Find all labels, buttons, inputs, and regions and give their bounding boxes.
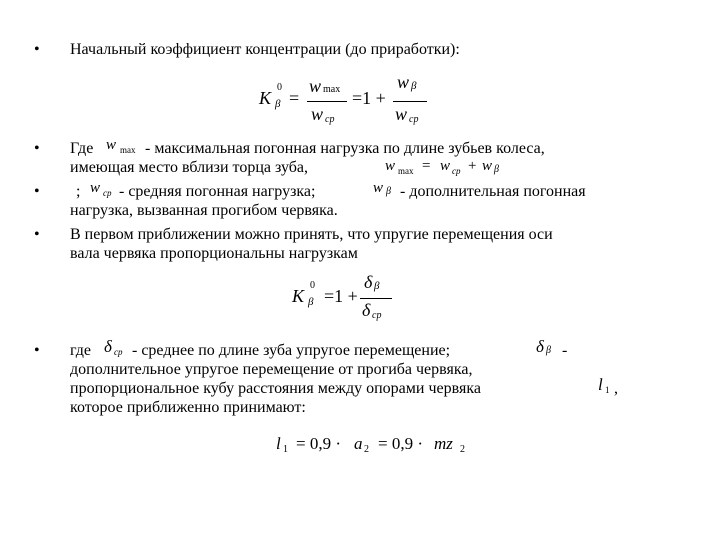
- approximation-text-cont: вала червяка пропорциональны нагрузкам: [70, 245, 358, 262]
- w-cp-denominator-2: w: [395, 104, 408, 124]
- formula-k-deflection: [290, 272, 410, 328]
- w-max-eq-sub: max: [398, 166, 414, 176]
- mz-symbol: mz: [434, 434, 453, 453]
- l1-inline-comma: ,: [614, 380, 618, 397]
- approximation-text: В первом приближении можно принять, что упругие перемещения оси: [70, 226, 553, 243]
- approx-accepted-text: которое приближенно принимают:: [70, 399, 306, 416]
- w-beta-inline: w: [373, 180, 384, 196]
- l1-inline: l: [598, 375, 603, 394]
- inline-eq-sign: =: [422, 158, 431, 174]
- cp-subscript-1: cp: [325, 114, 335, 125]
- w-max-description: - максимальная погонная нагрузка по длине зубьев колеса,: [145, 140, 545, 157]
- where-label-2: где: [70, 342, 92, 359]
- delta-cp-sub: cp: [372, 310, 382, 321]
- fraction-bar-2: [393, 101, 427, 102]
- bullet-1: •: [34, 41, 40, 58]
- delta-beta-inline-sub: β: [546, 345, 551, 356]
- a-sub: 2: [364, 444, 369, 455]
- w-max-inline: w: [106, 137, 117, 153]
- delta-beta-description: дополнительное упругое перемещение от прогиба червяка,: [70, 361, 473, 378]
- fraction-bar-1: [307, 101, 347, 102]
- l1-eq-factor-1: = 0,9 ·: [296, 434, 341, 453]
- intro-text: Начальный коэффициент концентрации (до приработки):: [70, 41, 460, 58]
- w-cp-eq-w: w: [440, 158, 451, 174]
- semicolon-lead: ;: [76, 183, 81, 200]
- beta-subscript-1: β: [411, 80, 417, 92]
- max-inline-sub: max: [120, 145, 136, 155]
- delta-beta-dash: -: [562, 342, 568, 359]
- k2-sub-beta: β: [308, 296, 314, 308]
- a-symbol: a: [354, 434, 363, 453]
- where-label: Где: [70, 140, 94, 157]
- k-symbol: K: [259, 88, 272, 108]
- bullet-3: •: [34, 183, 40, 200]
- delta-cp-description: - среднее по длине зуба упругое перемещение;: [132, 342, 451, 359]
- l1-eq-factor-2: = 0,9 ·: [378, 434, 423, 453]
- fraction-bar-3: [360, 298, 392, 299]
- delta-beta-inline: δ: [536, 337, 544, 356]
- w-cp-inline: w: [90, 180, 101, 196]
- bullet-5: •: [34, 342, 40, 359]
- delta-beta-sub: β: [374, 280, 380, 292]
- cp-subscript-2: cp: [409, 114, 419, 125]
- l1-sub: 1: [283, 444, 288, 455]
- w-max-numerator: w: [309, 76, 322, 96]
- l1-symbol: l: [276, 434, 281, 453]
- delta-cp-inline-sub: cp: [114, 347, 123, 357]
- w-beta-description-cont: нагрузка, вызванная прогибом червяка.: [70, 202, 338, 219]
- formula-l1: [274, 432, 474, 462]
- inline-plus-sign: +: [468, 158, 477, 174]
- k-sub-beta: β: [275, 98, 281, 110]
- delta-cp-denominator: δ: [362, 300, 371, 320]
- bullet-4: •: [34, 226, 40, 243]
- w-max-eq-w: w: [385, 158, 396, 174]
- w-beta-numerator: w: [397, 72, 410, 92]
- beta-inline-sub: β: [386, 186, 391, 197]
- w-max-description-cont: имеющая место вблизи торца зуба,: [70, 159, 309, 176]
- delta-beta-numerator: δ: [364, 272, 373, 292]
- k-sup-0: 0: [277, 82, 282, 93]
- cp-inline-sub: cp: [103, 188, 112, 198]
- k2-symbol: K: [292, 286, 305, 306]
- w-cp-denominator: w: [311, 104, 324, 124]
- bullet-2: •: [34, 140, 40, 157]
- eq-one-plus-1: =1 +: [352, 88, 386, 108]
- w-beta-description: - дополнительная погонная: [400, 183, 586, 200]
- eq-one-plus-2: =1 +: [324, 286, 358, 306]
- l1-inline-sub: 1: [605, 385, 610, 395]
- cube-proportional-text: пропорциональное кубу расстояния между опорами червяка: [70, 380, 481, 397]
- formula-k-initial: [255, 68, 435, 128]
- delta-cp-inline: δ: [104, 337, 112, 356]
- eq-sign-1: =: [289, 88, 300, 108]
- max-subscript: max: [323, 84, 341, 95]
- w-cp-description: - средняя погонная нагрузка;: [119, 183, 316, 200]
- w-beta-eq-sub: β: [494, 164, 499, 175]
- mz-sub: 2: [460, 444, 465, 455]
- w-beta-eq-w: w: [482, 158, 493, 174]
- w-cp-eq-sub: cp: [452, 166, 461, 176]
- k2-sup-0: 0: [310, 280, 315, 291]
